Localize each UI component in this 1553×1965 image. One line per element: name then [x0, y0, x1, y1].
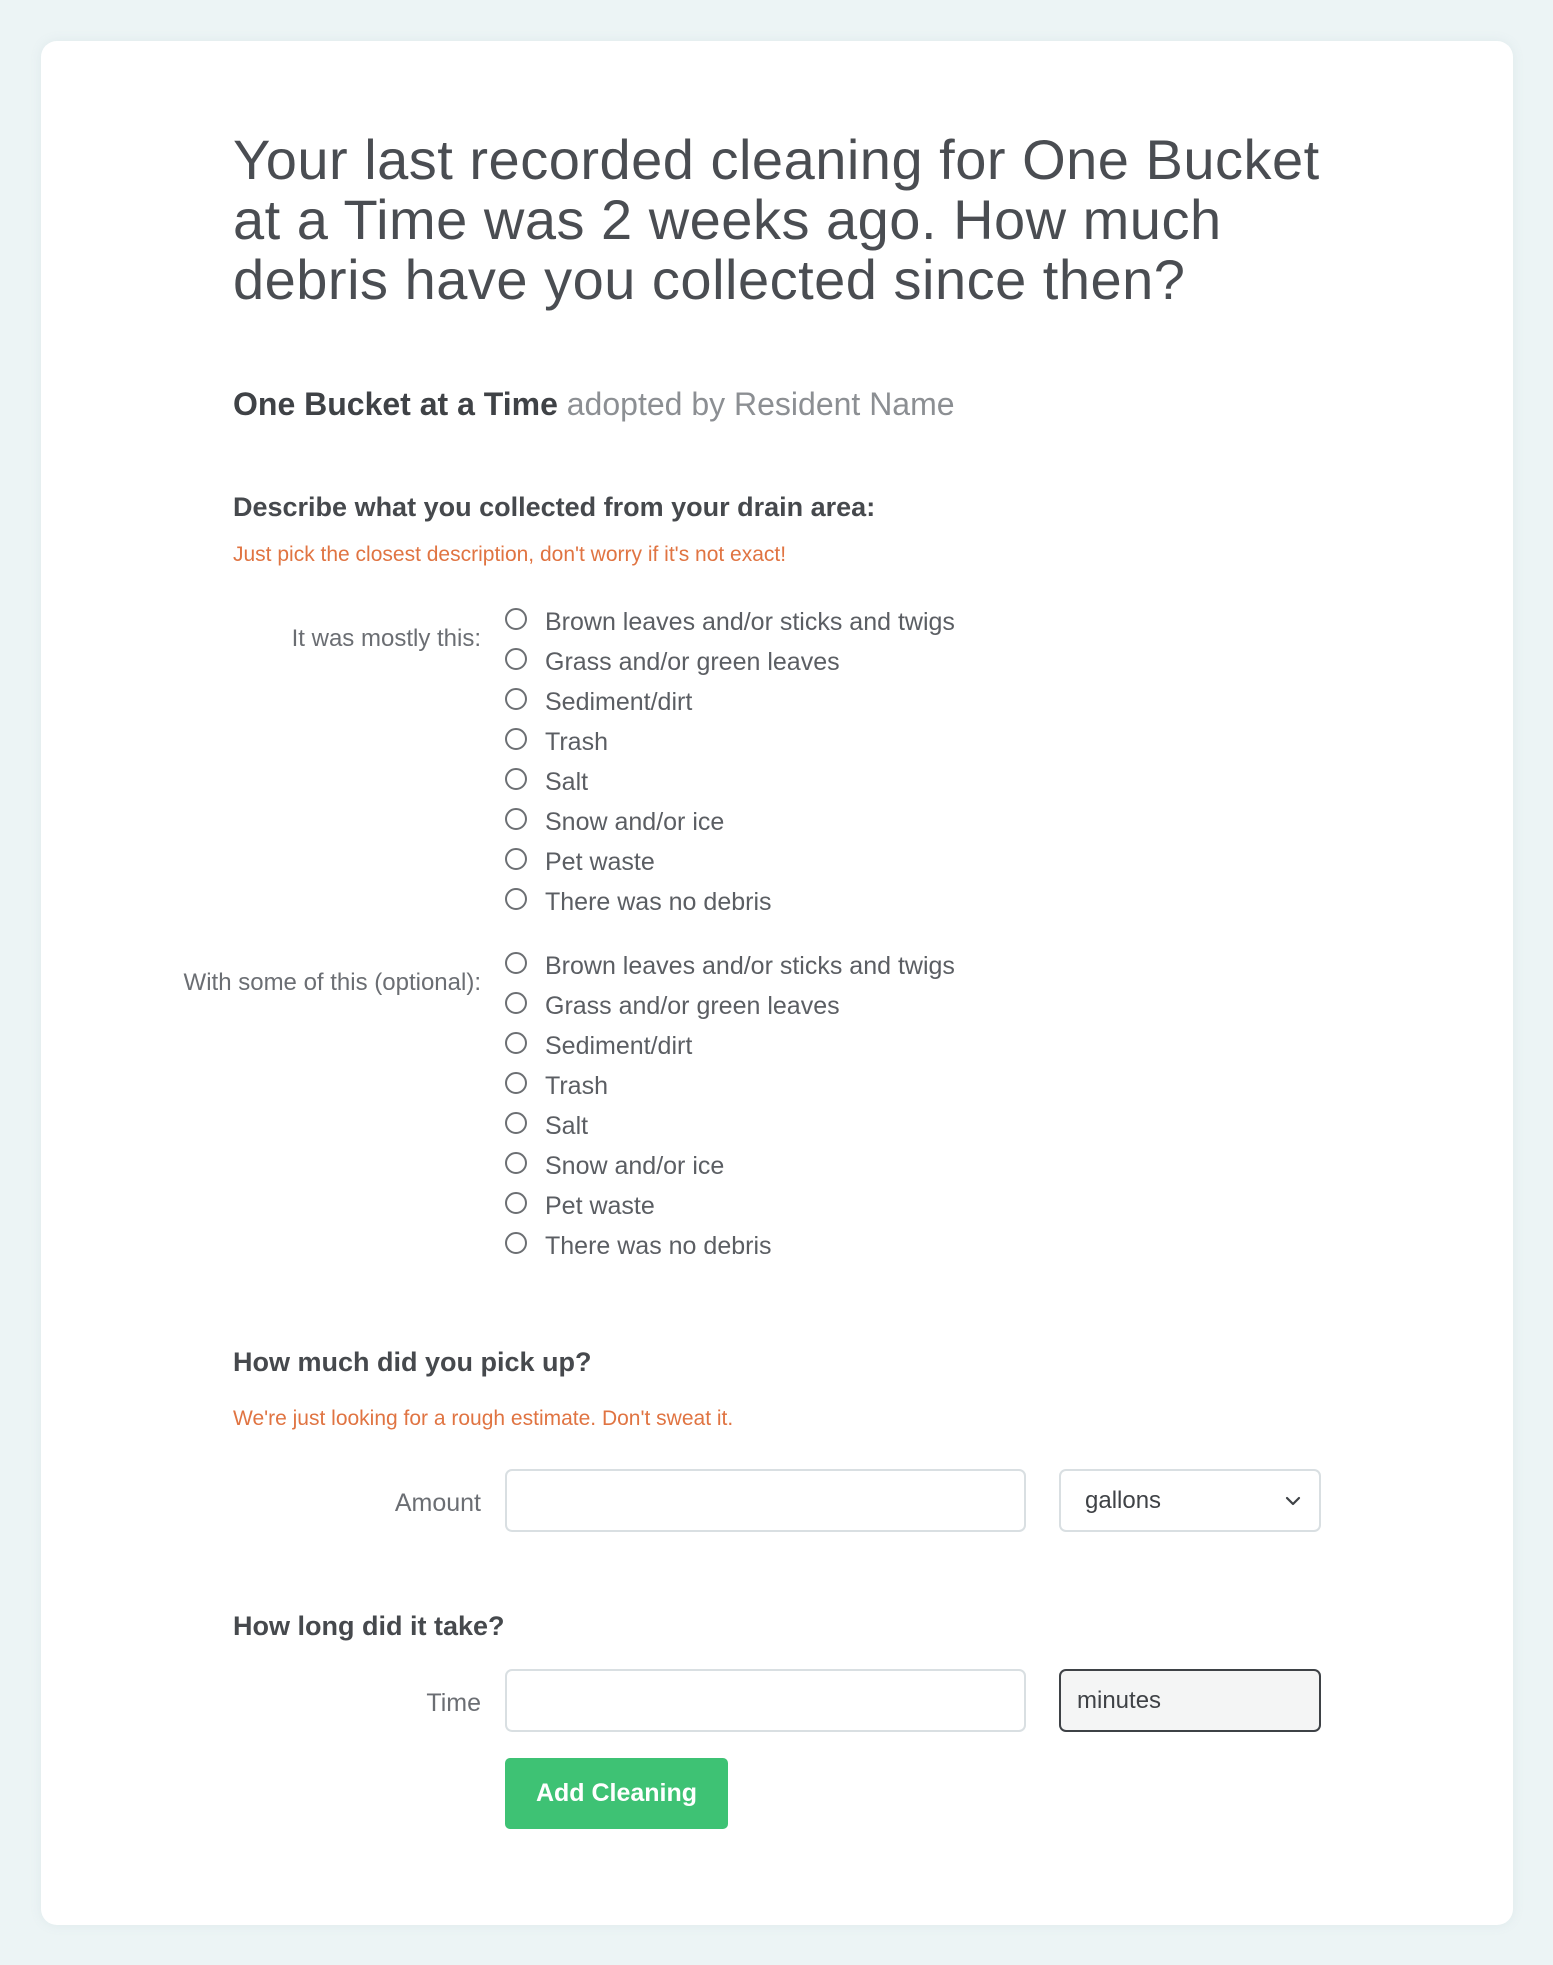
primary-debris-option[interactable] — [505, 642, 955, 682]
option-label: Grass and/or green leaves — [545, 647, 840, 676]
secondary-debris-option[interactable] — [505, 1146, 955, 1186]
drain-name: One Bucket at a Time — [233, 386, 558, 422]
radio-button[interactable] — [505, 608, 527, 630]
debris-hint: Just pick the closest description, don't worry if it's not exact! — [233, 543, 787, 566]
adopted-by-text: adopted by — [566, 386, 726, 422]
chevron-down-icon — [1283, 1491, 1303, 1511]
secondary-debris-option[interactable] — [505, 1106, 955, 1146]
time-heading: How long did it take? — [233, 1611, 505, 1641]
amount-hint: We're just looking for a rough estimate. Don't sweat it. — [233, 1407, 734, 1430]
radio-button[interactable] — [505, 688, 527, 710]
time-label: Time — [426, 1689, 481, 1717]
option-label: Pet waste — [545, 847, 655, 876]
secondary-group-label: With some of this (optional): — [183, 969, 481, 996]
resident-name: Resident Name — [734, 386, 955, 422]
option-label: Brown leaves and/or sticks and twigs — [545, 951, 955, 980]
option-label: Brown leaves and/or sticks and twigs — [545, 607, 955, 636]
radio-button[interactable] — [505, 1192, 527, 1214]
option-label: Sediment/dirt — [545, 1031, 693, 1060]
debris-heading: Describe what you collected from your drain area: — [233, 492, 876, 522]
secondary-debris-option[interactable] — [505, 1026, 955, 1066]
option-label: Trash — [545, 1071, 608, 1100]
drain-info — [233, 384, 955, 424]
amount-heading: How much did you pick up? — [233, 1347, 592, 1377]
primary-debris-option[interactable] — [505, 602, 955, 642]
option-label: Grass and/or green leaves — [545, 991, 840, 1020]
option-label: Trash — [545, 727, 608, 756]
option-label: Salt — [545, 767, 589, 796]
add-cleaning-button[interactable]: Add Cleaning — [505, 1758, 728, 1829]
secondary-debris-option[interactable] — [505, 1066, 955, 1106]
amount-unit-value: gallons — [1085, 1486, 1162, 1514]
radio-button[interactable] — [505, 888, 527, 910]
amount-unit-select[interactable] — [1059, 1469, 1321, 1532]
option-label: Salt — [545, 1111, 589, 1140]
secondary-debris-option[interactable] — [505, 1226, 955, 1266]
primary-debris-option[interactable] — [505, 802, 955, 842]
radio-button[interactable] — [505, 1152, 527, 1174]
radio-button[interactable] — [505, 992, 527, 1014]
page-title: Your last recorded cleaning for One Bucket at a Time was 2 weeks ago. How much debris have you collected since then? — [233, 128, 1320, 311]
option-label: There was no debris — [545, 887, 772, 916]
radio-button[interactable] — [505, 848, 527, 870]
secondary-debris-option[interactable] — [505, 986, 955, 1026]
radio-button[interactable] — [505, 808, 527, 830]
time-unit-field[interactable] — [1059, 1669, 1321, 1732]
secondary-debris-option[interactable] — [505, 1186, 955, 1226]
primary-debris-option[interactable] — [505, 842, 955, 882]
amount-label: Amount — [394, 1489, 481, 1517]
radio-button[interactable] — [505, 648, 527, 670]
option-label: Pet waste — [545, 1191, 655, 1220]
option-label: Snow and/or ice — [545, 807, 725, 836]
radio-button[interactable] — [505, 1032, 527, 1054]
primary-group-label: It was mostly this: — [291, 625, 481, 652]
option-label: Sediment/dirt — [545, 687, 693, 716]
option-label: There was no debris — [545, 1231, 772, 1260]
radio-button[interactable] — [505, 1072, 527, 1094]
radio-button[interactable] — [505, 728, 527, 750]
time-input[interactable] — [505, 1669, 1026, 1732]
option-label: Snow and/or ice — [545, 1151, 725, 1180]
radio-button[interactable] — [505, 1232, 527, 1254]
amount-input[interactable] — [505, 1469, 1026, 1532]
radio-button[interactable] — [505, 1112, 527, 1134]
primary-debris-option[interactable] — [505, 882, 955, 922]
time-unit-value: minutes — [1077, 1686, 1162, 1714]
radio-button[interactable] — [505, 768, 527, 790]
primary-debris-options — [505, 602, 955, 922]
radio-button[interactable] — [505, 952, 527, 974]
primary-debris-option[interactable] — [505, 682, 955, 722]
primary-debris-option[interactable] — [505, 722, 955, 762]
secondary-debris-options — [505, 946, 955, 1266]
primary-debris-option[interactable] — [505, 762, 955, 802]
secondary-debris-option[interactable] — [505, 946, 955, 986]
